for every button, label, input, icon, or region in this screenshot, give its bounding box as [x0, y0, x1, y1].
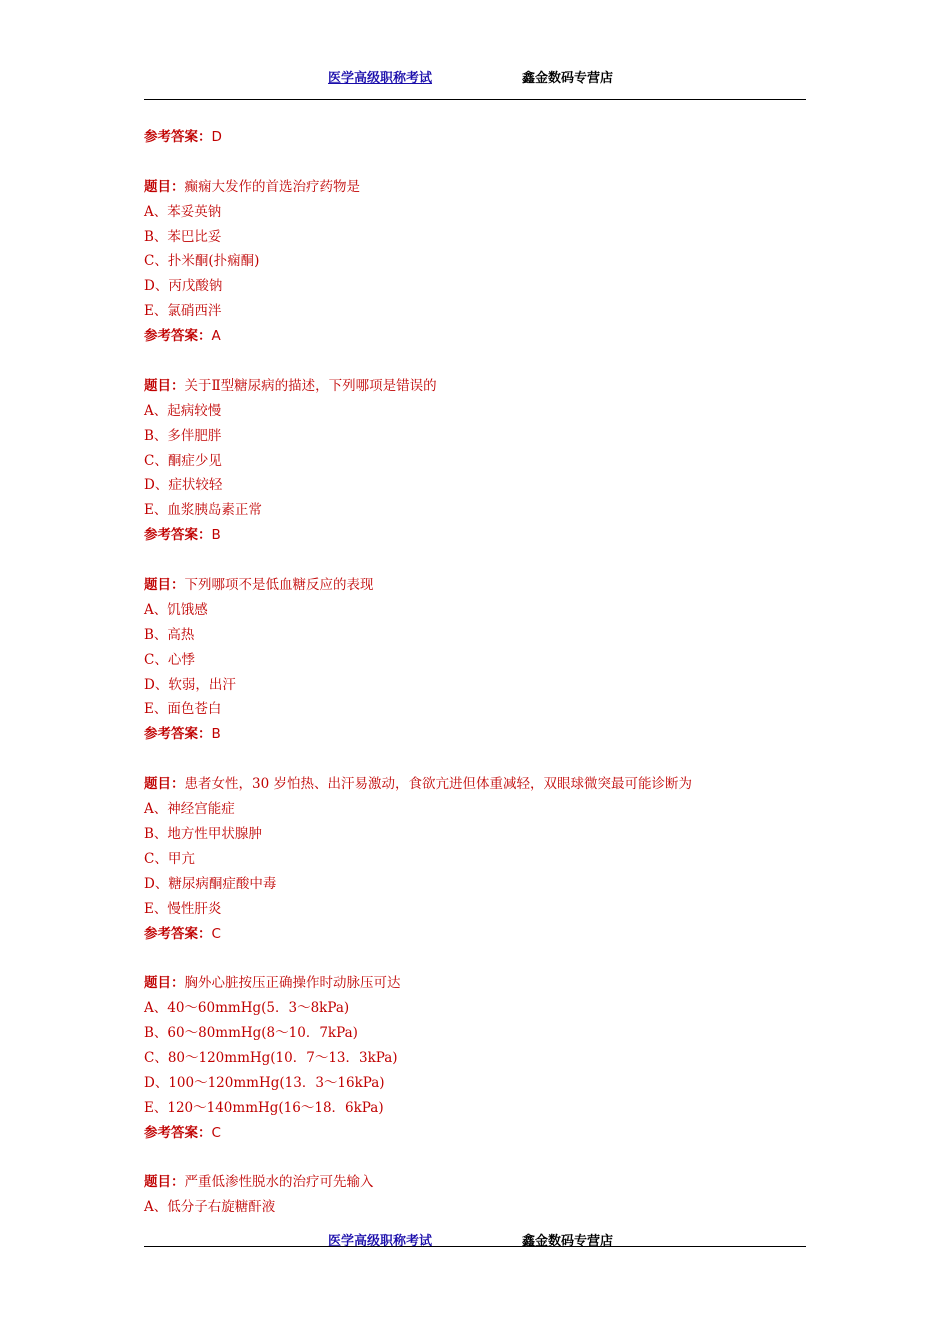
answer-label: 参考答案：	[144, 328, 212, 345]
question-label: 题目：	[144, 776, 185, 793]
option-line: B、苯巴比妥	[144, 228, 222, 245]
option-line: E、面色苍白	[144, 701, 222, 718]
block-spacer	[144, 1146, 806, 1171]
option-line: B、高热	[144, 626, 195, 643]
option-line: C、甲亢	[144, 850, 195, 867]
option-line: A、低分子右旋糖酐液	[144, 1199, 276, 1216]
answer-line	[144, 922, 806, 947]
question-text: 患者女性，30 岁怕热、出汗易激动，食欲亢进但体重减轻，双眼球微突最可能诊断为	[184, 776, 692, 793]
question-line	[144, 772, 806, 797]
option-line: C、80～120mmHg(10．7～13．3kPa)	[144, 1049, 398, 1066]
header-exam-link[interactable]: 医学高级职称考试	[328, 71, 433, 86]
option-line: D、100～120mmHg(13．3～16kPa)	[144, 1074, 385, 1091]
option-line: A、神经宫能症	[144, 801, 235, 818]
answer-label: 参考答案：	[144, 129, 212, 145]
question-label: 题目：	[144, 577, 185, 594]
footer-divider	[144, 1246, 806, 1247]
block-spacer	[144, 548, 806, 573]
header-store-name: 鑫金数码专营店	[522, 71, 614, 86]
option-line: A、起病较慢	[144, 402, 222, 419]
option-line: B、地方性甲状腺肿	[144, 825, 262, 842]
option-line: D、症状较轻	[144, 477, 223, 494]
option-line: D、糖尿病酮症酸中毒	[144, 875, 277, 892]
question-label: 题目：	[144, 975, 185, 992]
answer-line	[144, 722, 806, 747]
answer-line	[144, 125, 806, 150]
answer-label: 参考答案：	[144, 1124, 212, 1141]
option-line: B、多伴肥胖	[144, 427, 222, 444]
option-line: A、40～60mmHg(5．3～8kPa)	[144, 1000, 350, 1017]
option-line: E、氯硝西泮	[144, 303, 222, 320]
answer-line	[144, 523, 806, 548]
question-label: 题目：	[144, 1174, 185, 1191]
answer-value: B	[211, 726, 221, 743]
question-label: 题目：	[144, 178, 185, 195]
answer-value: C	[211, 1124, 221, 1141]
option-line: D、软弱，出汗	[144, 676, 236, 693]
page-footer	[144, 1230, 806, 1260]
option-line: A、苯妥英钠	[144, 203, 222, 220]
option-line: D、丙戊酸钠	[144, 278, 223, 295]
question-text: 严重低渗性脱水的治疗可先输入	[184, 1174, 374, 1191]
question-line	[144, 1170, 806, 1195]
question-text: 胸外心脏按压正确操作时动脉压可达	[184, 975, 401, 992]
block-spacer	[144, 150, 806, 175]
answer-value: B	[211, 527, 221, 544]
page-header	[144, 67, 806, 97]
question-text: 关于Ⅱ型糖尿病的描述，下列哪项是错误的	[184, 377, 437, 394]
block-spacer	[144, 946, 806, 971]
block-spacer	[144, 349, 806, 374]
answer-label: 参考答案：	[144, 527, 212, 544]
question-text: 癫痫大发作的首选治疗药物是	[184, 178, 360, 195]
answer-value: A	[211, 328, 221, 345]
option-line: C、扑米酮(扑痫酮)	[144, 253, 260, 270]
answer-label: 参考答案：	[144, 726, 212, 743]
header-divider	[144, 99, 806, 100]
option-line: E、120～140mmHg(16～18．6kPa)	[144, 1099, 384, 1116]
footer-exam-link[interactable]: 医学高级职称考试	[328, 1234, 433, 1249]
answer-line	[144, 324, 806, 349]
option-line: C、酮症少见	[144, 452, 222, 469]
block-spacer	[144, 747, 806, 772]
option-line: E、慢性肝炎	[144, 900, 222, 917]
answer-label: 参考答案：	[144, 925, 212, 942]
answer-line	[144, 1121, 806, 1146]
option-line: E、血浆胰岛素正常	[144, 502, 262, 519]
question-label: 题目：	[144, 377, 185, 394]
question-line	[144, 374, 806, 399]
answer-value: C	[211, 925, 221, 942]
option-line: A、饥饿感	[144, 601, 208, 618]
question-line	[144, 573, 806, 598]
question-text: 下列哪项不是低血糖反应的表现	[184, 577, 374, 594]
footer-store-name: 鑫金数码专营店	[522, 1234, 614, 1249]
question-line	[144, 175, 806, 200]
answer-value: D	[211, 129, 222, 145]
option-line: B、60～80mmHg(8～10．7kPa)	[144, 1025, 358, 1042]
option-line: C、心悸	[144, 651, 195, 668]
question-line	[144, 971, 806, 996]
question-list	[144, 125, 806, 1220]
